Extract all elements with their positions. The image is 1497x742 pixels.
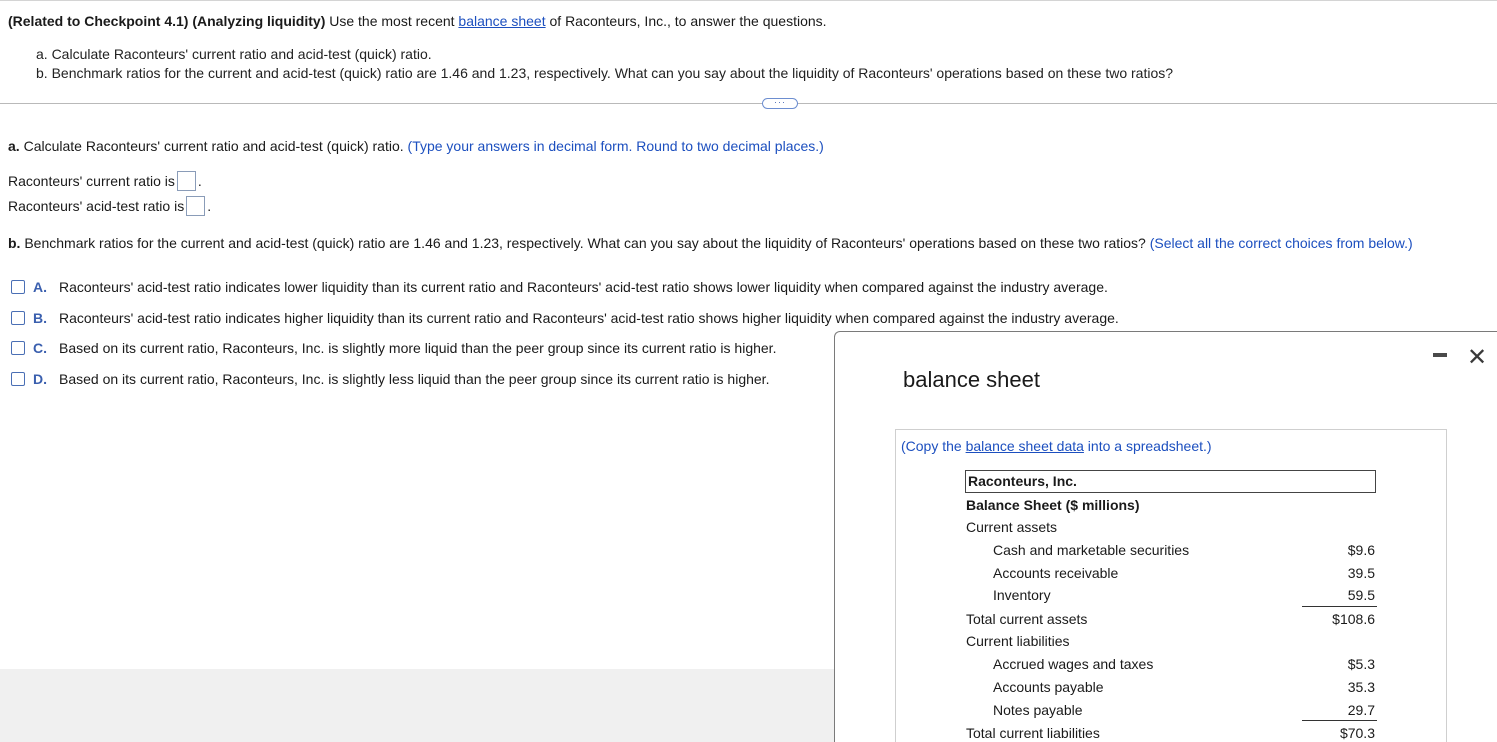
copy-instruction — [901, 438, 1212, 454]
expand-button[interactable]: ··· — [762, 98, 798, 109]
current-assets-label: Current assets — [966, 519, 1058, 535]
balance-sheet-popup — [834, 331, 1497, 742]
checkbox-b[interactable] — [11, 311, 25, 325]
choice-c[interactable] — [11, 340, 776, 356]
acid-test-label: Raconteurs' acid-test ratio is — [8, 198, 185, 214]
choice-d[interactable] — [11, 371, 769, 387]
choice-text: Raconteurs' acid-test ratio indicates higher liquidity than its current ratio and Raconteurs' acid-test ratio shows higher liquidity when compared against the industry average. — [59, 310, 1119, 326]
balance-sheet-link[interactable]: balance sheet — [458, 13, 546, 29]
np-label: Notes payable — [993, 702, 1083, 718]
minimize-icon[interactable] — [1433, 353, 1447, 357]
checkbox-c[interactable] — [11, 341, 25, 355]
accrued-label: Accrued wages and taxes — [993, 656, 1154, 672]
ap-value: 35.3 — [1347, 679, 1375, 695]
total-cl-value: $70.3 — [1339, 725, 1375, 741]
cash-value: $9.6 — [1347, 542, 1375, 558]
company-name: Raconteurs, Inc. — [965, 470, 1376, 493]
current-ratio-row — [8, 171, 202, 191]
checkbox-a[interactable] — [11, 280, 25, 294]
subtotal-rule — [1302, 720, 1377, 721]
ar-value: 39.5 — [1347, 565, 1375, 581]
section-divider — [0, 103, 1497, 104]
intro-pre: Use the most recent — [325, 13, 459, 29]
copy-pre: (Copy the — [901, 438, 966, 454]
balance-sheet-panel — [895, 429, 1447, 742]
choice-text: Raconteurs' acid-test ratio indicates lower liquidity than its current ratio and Raconteurs' acid-test ratio shows lower liquidity when compared against the industry average. — [59, 279, 1108, 295]
question-topic: (Analyzing liquidity) — [192, 13, 326, 29]
checkpoint-ref: (Related to Checkpoint 4.1) — [8, 13, 189, 29]
choice-letter: D. — [33, 371, 47, 387]
question-header — [8, 13, 827, 29]
intro-post: of Raconteurs, Inc., to answer the questions. — [545, 13, 827, 29]
subtotal-rule — [1302, 606, 1377, 607]
question-item-b: b. Benchmark ratios for the current and acid-test (quick) ratio are 1.46 and 1.23, respectively. What can you say about the liquidity of Raconteurs' operations based on these two ratios? — [36, 65, 1174, 81]
inventory-label: Inventory — [993, 587, 1051, 603]
total-cl-label: Total current liabilities — [966, 725, 1100, 741]
copy-post: into a spreadsheet.) — [1083, 438, 1212, 454]
accrued-value: $5.3 — [1347, 656, 1375, 672]
np-value: 29.7 — [1347, 702, 1375, 718]
part-b-label: b. — [8, 235, 21, 251]
period: . — [197, 173, 202, 189]
ar-label: Accounts receivable — [993, 565, 1119, 581]
close-icon[interactable]: ✕ — [1467, 344, 1488, 371]
current-liabilities-label: Current liabilities — [966, 633, 1070, 649]
popup-title: balance sheet — [903, 367, 1040, 392]
question-items — [36, 45, 1173, 83]
current-ratio-input[interactable] — [177, 171, 196, 191]
total-ca-value: $108.6 — [1332, 611, 1375, 627]
total-ca-label: Total current assets — [966, 611, 1088, 627]
part-a-label: a. — [8, 138, 20, 154]
choice-b[interactable] — [11, 310, 1119, 326]
period: . — [207, 198, 212, 214]
cash-label: Cash and marketable securities — [993, 542, 1190, 558]
part-b-hint: (Select all the correct choices from below.) — [1149, 235, 1413, 251]
acid-test-row — [8, 196, 211, 216]
choice-text: Based on its current ratio, Raconteurs, Inc. is slightly less liquid than the peer group since its current ratio is higher. — [59, 371, 770, 387]
part-a-text: Calculate Raconteurs' current ratio and acid-test (quick) ratio. — [19, 138, 408, 154]
choice-letter: B. — [33, 310, 47, 326]
ap-label: Accounts payable — [993, 679, 1104, 695]
choice-letter: C. — [33, 340, 47, 356]
sheet-title: Balance Sheet ($ millions) — [966, 497, 1140, 513]
choice-text: Based on its current ratio, Raconteurs, Inc. is slightly more liquid than the peer group since its current ratio is higher. — [59, 340, 777, 356]
current-ratio-label: Raconteurs' current ratio is — [8, 173, 175, 189]
inventory-value: 59.5 — [1347, 587, 1375, 603]
part-a-hint: (Type your answers in decimal form. Round to two decimal places.) — [407, 138, 824, 154]
balance-sheet-data-link[interactable]: balance sheet data — [965, 438, 1084, 454]
part-b-prompt — [8, 235, 1413, 251]
checkbox-d[interactable] — [11, 372, 25, 386]
part-b-text: Benchmark ratios for the current and acid-test (quick) ratio are 1.46 and 1.23, respectively. What can you say about the liquidity of Raconteurs' operations based on these two ratios? — [20, 235, 1150, 251]
part-a-prompt — [8, 138, 824, 154]
acid-test-input[interactable] — [186, 196, 205, 216]
choice-a[interactable] — [11, 279, 1108, 295]
top-border — [0, 0, 1497, 1]
bottom-band — [0, 669, 834, 742]
question-item-a: a. Calculate Raconteurs' current ratio and acid-test (quick) ratio. — [36, 46, 432, 62]
choice-letter: A. — [33, 279, 47, 295]
